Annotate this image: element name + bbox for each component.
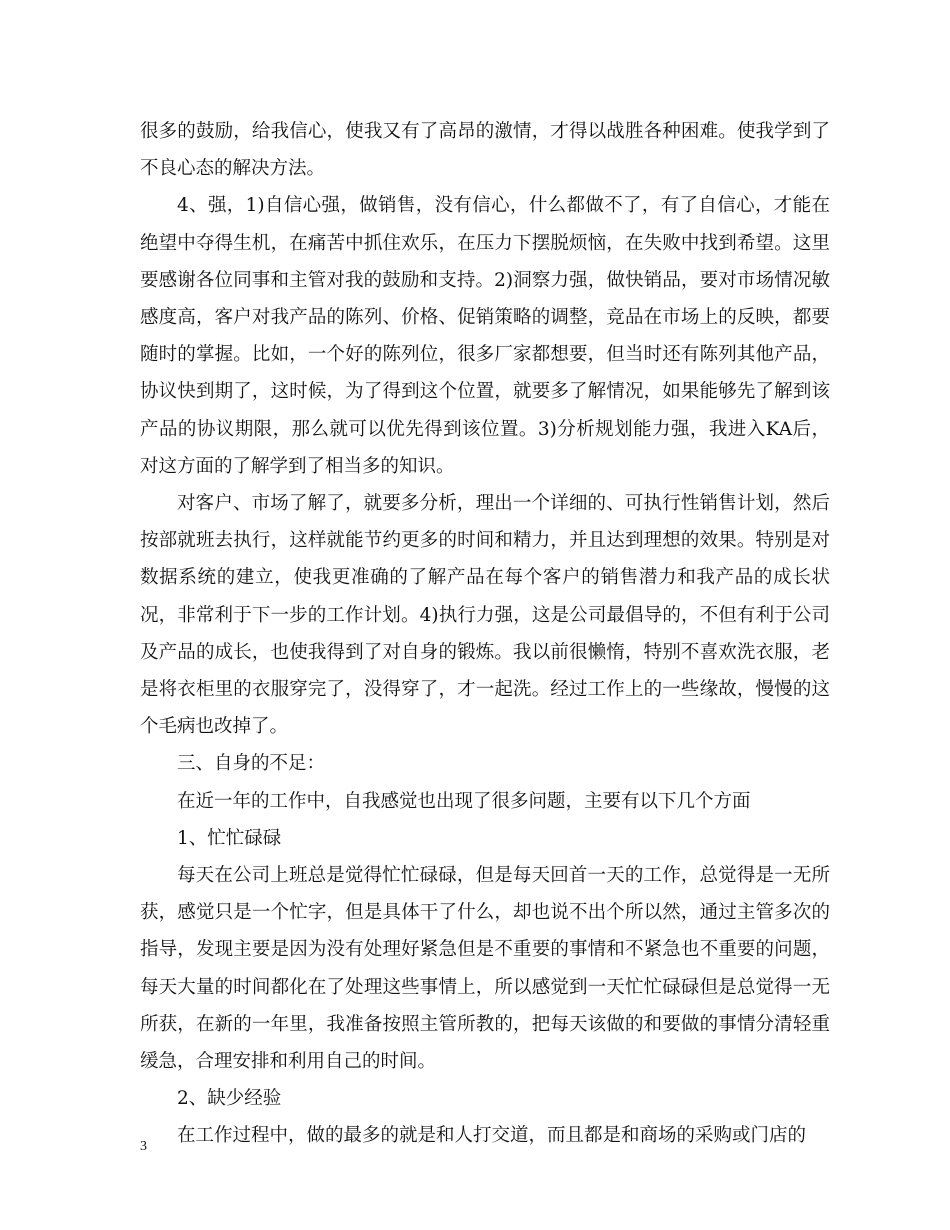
paragraph-7: 每天在公司上班总是觉得忙忙碌碌，但是每天回首一天的工作，总觉得是一无所获，感觉只是一个忙字，但是具体干了什么，却也说不出个所以然，通过主管多次的指导，发现主要是因为没有处理好紧急但是不重要的事情和不紧急也不重要的问题，每天大量的时间都化在了处理这些事情上，所以感觉到一天忙忙碌碌但是总觉得一无所获，在新的一年里，我准备按照主管所教的，把每天该做的和要做的事情分清轻重缓急，合理安排和利用自己的时间。	[140, 865, 830, 1073]
paragraph-3: 对客户、市场了解了，就要多分析，理出一个详细的、可执行性销售计划，然后按部就班去执行，这样就能节约更多的时间和精力，并且达到理想的效果。特别是对数据系统的建立，使我更准确的了解产品在每个客户的销售潜力和我产品的成长状况，非常利于下一步的工作计划。4)执行力强，这是公司最倡导的，不但有利于公司及产品的成长，也使我得到了对自身的锻炼。我以前很懒惰，特别不喜欢洗衣服，老是将衣柜里的衣服穿完了，没得穿了，才一起洗。经过工作上的一些缘故，慢慢的这个毛病也改掉了。	[140, 493, 830, 738]
subheading-lack-experience: 2、缺少经验	[177, 1088, 282, 1110]
paragraph-9: 在工作过程中，做的最多的就是和人打交道，而且都是和商场的采购或门店的	[177, 1125, 807, 1147]
page-number: 3	[140, 1139, 147, 1154]
section-heading-shortcomings: 三、自身的不足：	[177, 753, 326, 775]
subheading-busy: 1、忙忙碌碌	[177, 827, 282, 849]
body-text	[140, 113, 830, 1155]
paragraph-1: 很多的鼓励，给我信心，使我又有了高昂的激情，才得以战胜各种困难。使我学到了不良心态的解决方法。	[140, 121, 830, 180]
paragraph-5: 在近一年的工作中，自我感觉也出现了很多问题，主要有以下几个方面	[177, 790, 751, 812]
paragraph-2: 4、强，1)自信心强，做销售，没有信心，什么都做不了，有了自信心，才能在绝望中夺得生机，在痛苦中抓住欢乐，在压力下摆脱烦恼，在失败中找到希望。这里要感谢各位同事和主管对我的鼓励和支持。2)洞察力强，做快销品，要对市场情况敏感度高，客户对我产品的陈列、价格、促销策略的调整，竞品在市场上的反映，都要随时的掌握。比如，一个好的陈列位，很多厂家都想要，但当时还有陈列其他产品，协议快到期了，这时候，为了得到这个位置，就要多了解情况，如果能够先了解到该产品的协议期限，那么就可以优先得到该位置。3)分析规划能力强，我进入KA后，对这方面的了解学到了相当多的知识。	[140, 195, 830, 477]
